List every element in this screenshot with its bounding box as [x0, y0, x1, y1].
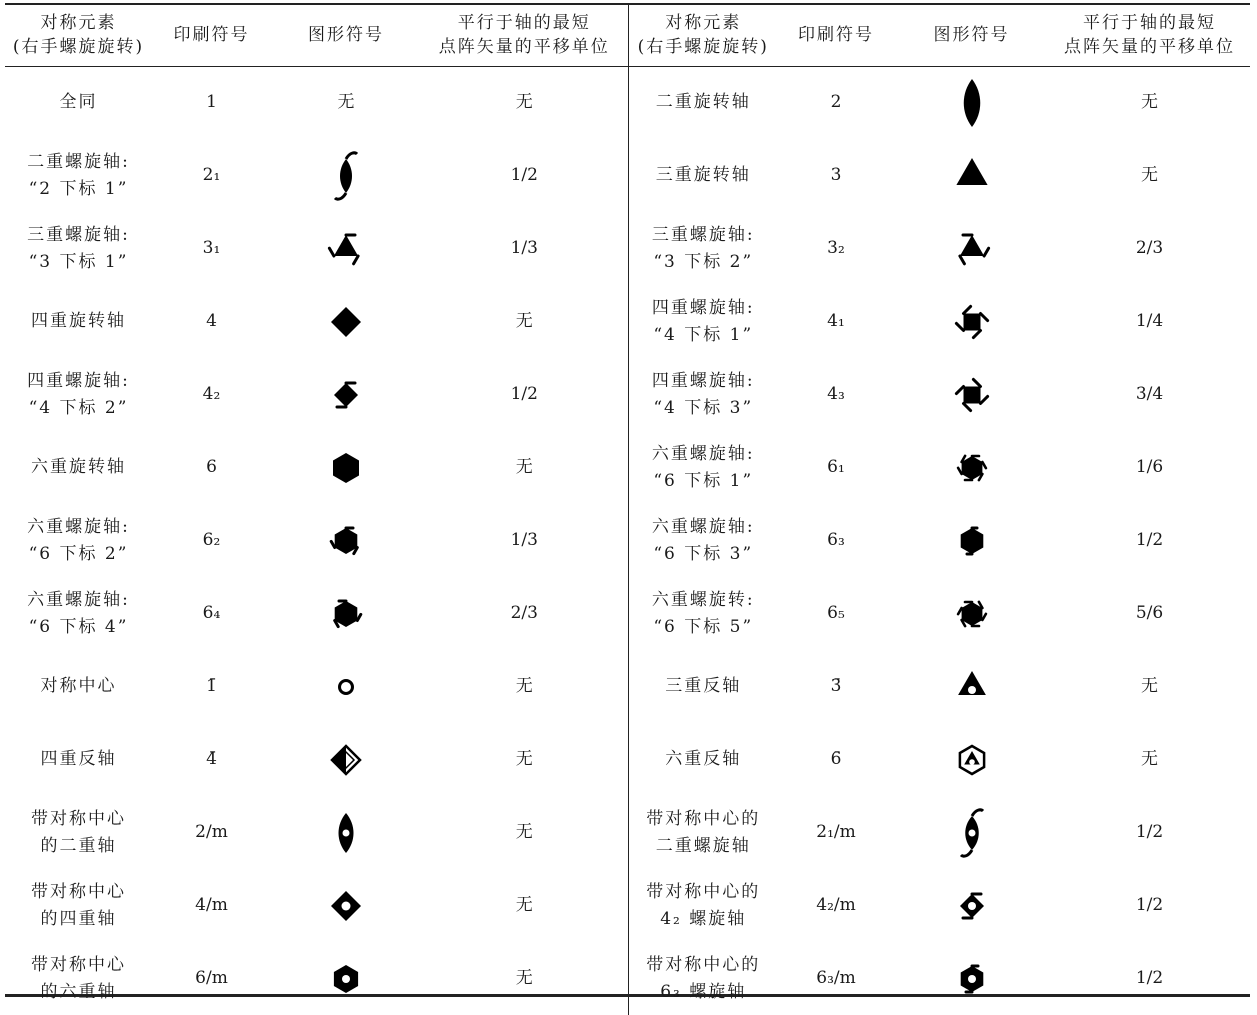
table-row: [5, 66, 1250, 139]
print-symbol-cell: [778, 869, 894, 942]
header-row: [5, 4, 1250, 66]
element-name: 三重螺旋轴:: [651, 224, 755, 245]
graphic-symbol-cell: [271, 285, 421, 358]
element-name-sub: “6 下标 5”: [653, 616, 754, 637]
graphic-symbol-cell: [894, 650, 1049, 723]
translation-value: 无: [1141, 676, 1158, 696]
graphic-symbol-text: 无: [337, 92, 355, 113]
table-row: [5, 358, 1250, 431]
translation-value: 2/3: [1135, 238, 1164, 258]
print-symbol: 4₂: [202, 384, 221, 404]
graphic-symbol-cell: [271, 504, 421, 577]
translation-cell: [421, 212, 628, 285]
element-name-cell: [5, 431, 152, 504]
print-symbol: 6: [206, 457, 217, 477]
screw-6-4-icon: [321, 603, 371, 623]
translation-cell: [421, 942, 628, 1015]
screw-6-3-center-icon: [947, 968, 997, 988]
element-name-cell: [5, 942, 152, 1015]
translation-cell: [421, 577, 628, 650]
element-name: 四重旋转轴: [31, 311, 126, 331]
print-symbol-cell: [778, 577, 894, 650]
element-name-cell: [5, 504, 152, 577]
print-symbol: 4: [206, 311, 217, 331]
table-row: [5, 723, 1250, 796]
screw-4-2-center-icon: [947, 895, 997, 915]
element-name: 带对称中心的: [646, 954, 761, 975]
print-symbol: 2₁: [202, 165, 221, 185]
element-name: 四重螺旋轴:: [27, 370, 130, 391]
rotoinversion-3-icon: [950, 676, 994, 696]
element-name-cell: [5, 139, 152, 212]
element-name: 二重螺旋轴:: [27, 151, 130, 172]
screw-2-1-center-icon: [952, 822, 992, 842]
print-symbol-cell: [152, 869, 271, 942]
print-symbol-cell: [152, 431, 271, 504]
element-name: 带对称中心的: [646, 808, 761, 829]
graphic-symbol-cell: [894, 285, 1049, 358]
header-cell: 图形符号: [271, 4, 421, 66]
graphic-symbol-cell: [271, 577, 421, 650]
print-symbol-cell: [152, 723, 271, 796]
element-name-cell: [5, 212, 152, 285]
print-symbol: 6₅: [827, 603, 845, 623]
translation-value: 1/3: [510, 530, 538, 550]
print-symbol: 3₁: [202, 238, 221, 258]
translation-cell: [421, 504, 628, 577]
print-symbol: 4₁: [827, 311, 845, 331]
element-name-cell: [628, 358, 778, 431]
print-symbol-cell: [778, 650, 894, 723]
print-symbol-cell: [778, 504, 894, 577]
element-name-cell: [628, 285, 778, 358]
translation-cell: [1049, 577, 1250, 650]
triangle-icon: [950, 165, 994, 185]
print-symbol-cell: [778, 139, 894, 212]
hexagon-center-icon: [324, 968, 368, 988]
element-name-sub: 二重螺旋轴: [655, 835, 751, 856]
print-symbol: 4₃: [827, 384, 845, 404]
translation-cell: [1049, 66, 1250, 139]
graphic-symbol-cell: [894, 723, 1049, 796]
element-name: 六重螺旋轴:: [651, 516, 755, 537]
translation-value: 无: [515, 457, 533, 477]
print-symbol: 6₃/m: [816, 968, 856, 988]
element-name-cell: [5, 796, 152, 869]
element-name-cell: [628, 942, 778, 1015]
print-symbol: 6₂: [202, 530, 221, 550]
print-symbol-cell: [778, 66, 894, 139]
graphic-symbol-cell: [894, 358, 1049, 431]
table-row: [5, 285, 1250, 358]
translation-value: 1/4: [1135, 311, 1164, 331]
translation-value: 1/2: [1135, 895, 1164, 915]
graphic-symbol-cell: [894, 869, 1049, 942]
element-name-cell: [5, 650, 152, 723]
graphic-symbol-cell: [271, 66, 421, 139]
print-symbol: 4/m: [195, 895, 228, 915]
translation-value: 无: [515, 92, 533, 113]
translation-value: 无: [515, 749, 533, 769]
graphic-symbol-cell: [271, 358, 421, 431]
table-body: [5, 66, 1250, 1015]
table-row: [5, 139, 1250, 212]
print-symbol: 2/m: [195, 822, 228, 842]
header-cell: 印刷符号: [152, 4, 271, 66]
element-name: 二重旋转轴: [655, 92, 751, 113]
screw-6-1-icon: [947, 457, 997, 477]
table-row: [5, 431, 1250, 504]
element-name: 四重螺旋轴:: [651, 297, 755, 318]
element-name: 六重反轴: [665, 749, 742, 769]
translation-cell: [1049, 358, 1250, 431]
print-symbol-cell: [152, 650, 271, 723]
print-symbol-cell: [778, 285, 894, 358]
screw-2-1-icon: [326, 165, 366, 185]
print-symbol: 2: [830, 92, 842, 113]
print-symbol: 3₂: [827, 238, 845, 258]
hexagon-icon: [324, 457, 368, 477]
element-name: 三重旋转轴: [655, 165, 751, 185]
element-name: 六重螺旋轴:: [27, 589, 130, 610]
element-name-cell: [628, 796, 778, 869]
translation-value: 5/6: [1135, 603, 1164, 623]
translation-cell: [1049, 796, 1250, 869]
translation-cell: [1049, 212, 1250, 285]
translation-value: 1/3: [510, 238, 538, 258]
element-name-sub: “6 下标 2”: [28, 543, 129, 564]
translation-value: 无: [1141, 165, 1158, 185]
element-name: 三重螺旋轴:: [27, 224, 130, 245]
print-symbol: 6/m: [195, 968, 228, 988]
translation-value: 无: [1141, 92, 1158, 113]
element-name-sub: “3 下标 1”: [28, 251, 129, 272]
element-name-sub: 6₃ 螺旋轴: [660, 981, 747, 1002]
element-name-sub: “4 下标 1”: [653, 324, 754, 345]
translation-cell: [1049, 723, 1250, 796]
element-name: 带对称中心: [31, 954, 126, 975]
translation-value: 无: [515, 822, 533, 842]
header-cell: 平行于轴的最短 点阵矢量的平移单位: [421, 4, 628, 66]
graphic-symbol-cell: [894, 66, 1049, 139]
print-symbol: 3: [830, 165, 842, 185]
print-symbol-cell: [152, 504, 271, 577]
graphic-symbol-cell: [271, 796, 421, 869]
print-symbol: 6₁: [827, 457, 845, 477]
element-name-cell: [628, 212, 778, 285]
translation-cell: [421, 723, 628, 796]
graphic-symbol-cell: [271, 139, 421, 212]
translation-cell: [1049, 504, 1250, 577]
graphic-symbol-cell: [894, 431, 1049, 504]
translation-value: 无: [515, 968, 533, 988]
element-name: 六重螺旋轴:: [27, 516, 130, 537]
print-symbol: 1̄: [206, 676, 217, 696]
graphic-symbol-cell: [894, 577, 1049, 650]
translation-cell: [421, 869, 628, 942]
translation-cell: [1049, 869, 1250, 942]
element-name-cell: [628, 504, 778, 577]
print-symbol: 4̄: [206, 749, 217, 769]
element-name: 全同: [59, 92, 98, 113]
table-row: [5, 212, 1250, 285]
print-symbol-cell: [152, 66, 271, 139]
header-cell: 对称元素 (右手螺旋旋转): [628, 4, 778, 66]
print-symbol: 1: [206, 92, 217, 113]
translation-cell: [421, 285, 628, 358]
print-symbol-cell: [152, 942, 271, 1015]
print-symbol-cell: [778, 723, 894, 796]
lens-icon: [952, 92, 992, 112]
translation-value: 1/2: [1135, 968, 1164, 988]
graphic-symbol-cell: [271, 723, 421, 796]
element-name-cell: [628, 431, 778, 504]
print-symbol: 6₃: [827, 530, 845, 550]
translation-cell: [421, 139, 628, 212]
graphic-symbol-cell: [894, 139, 1049, 212]
element-name: 带对称中心的: [646, 881, 761, 902]
screw-6-3-icon: [947, 530, 997, 550]
translation-cell: [421, 796, 628, 869]
graphic-symbol-cell: [271, 431, 421, 504]
translation-value: 无: [515, 895, 533, 915]
print-symbol: 6̄: [830, 749, 842, 769]
rotoinversion-6-icon: [950, 749, 994, 769]
header-cell: 对称元素 (右手螺旋旋转): [5, 4, 152, 66]
print-symbol-cell: [152, 212, 271, 285]
translation-value: 无: [515, 311, 533, 331]
screw-4-1-icon: [947, 311, 997, 331]
translation-cell: [1049, 139, 1250, 212]
print-symbol-cell: [152, 358, 271, 431]
element-name-cell: [5, 869, 152, 942]
screw-6-5-icon: [947, 603, 997, 623]
graphic-symbol-cell: [894, 942, 1049, 1015]
symmetry-elements-table: [5, 4, 1250, 1015]
translation-cell: [421, 431, 628, 504]
graphic-symbol-cell: [894, 796, 1049, 869]
rotoinversion-4-icon: [324, 749, 368, 769]
table-row: [5, 650, 1250, 723]
element-name-cell: [5, 358, 152, 431]
table-row: [5, 869, 1250, 942]
element-name: 对称中心: [40, 676, 117, 696]
print-symbol: 2₁/m: [816, 822, 856, 842]
screw-3-2-icon: [947, 238, 997, 258]
element-name-cell: [5, 285, 152, 358]
print-symbol-cell: [778, 212, 894, 285]
print-symbol-cell: [778, 358, 894, 431]
translation-cell: [1049, 942, 1250, 1015]
graphic-symbol-cell: [271, 869, 421, 942]
translation-cell: [421, 66, 628, 139]
element-name: 四重反轴: [40, 749, 117, 769]
print-symbol-cell: [778, 942, 894, 1015]
square-icon: [324, 311, 368, 331]
element-name-sub: “4 下标 3”: [653, 397, 754, 418]
element-name-cell: [628, 139, 778, 212]
translation-cell: [1049, 650, 1250, 723]
element-name-cell: [628, 577, 778, 650]
table-row: [5, 504, 1250, 577]
screw-4-3-icon: [947, 384, 997, 404]
element-name: 三重反轴: [665, 676, 742, 696]
graphic-symbol-cell: [894, 212, 1049, 285]
element-name: 带对称中心: [31, 881, 126, 902]
header-cell: 图形符号: [894, 4, 1049, 66]
table-row: [5, 577, 1250, 650]
translation-value: 1/2: [510, 165, 538, 185]
translation-value: 1/2: [1135, 530, 1164, 550]
element-name-sub: 的二重轴: [40, 835, 117, 856]
inversion-center-icon: [326, 676, 366, 696]
print-symbol-cell: [152, 285, 271, 358]
element-name-cell: [5, 577, 152, 650]
element-name-cell: [5, 66, 152, 139]
header-cell: 印刷符号: [778, 4, 894, 66]
element-name-sub: “4 下标 2”: [28, 397, 129, 418]
header-cell: 平行于轴的最短 点阵矢量的平移单位: [1049, 4, 1250, 66]
element-name-sub: “3 下标 2”: [653, 251, 754, 272]
element-name-cell: [5, 723, 152, 796]
element-name-cell: [628, 650, 778, 723]
element-name-sub: 的四重轴: [40, 908, 117, 929]
element-name-sub: 的六重轴: [40, 981, 117, 1002]
lens-center-icon: [326, 822, 366, 842]
translation-value: 1/6: [1135, 457, 1164, 477]
translation-value: 无: [515, 676, 533, 696]
element-name-cell: [628, 869, 778, 942]
translation-value: 1/2: [1135, 822, 1164, 842]
graphic-symbol-cell: [271, 212, 421, 285]
element-name: 带对称中心: [31, 808, 126, 829]
screw-6-2-icon: [321, 530, 371, 550]
translation-cell: [421, 358, 628, 431]
print-symbol-cell: [778, 431, 894, 504]
screw-3-1-icon: [321, 238, 371, 258]
print-symbol-cell: [778, 796, 894, 869]
translation-cell: [1049, 431, 1250, 504]
translation-cell: [421, 650, 628, 723]
table-row: [5, 796, 1250, 869]
screw-4-2-icon: [321, 384, 371, 404]
element-name-sub: “2 下标 1”: [28, 178, 129, 199]
element-name: 六重螺旋转:: [651, 589, 755, 610]
square-center-icon: [324, 895, 368, 915]
element-name: 四重螺旋轴:: [651, 370, 755, 391]
translation-value: 2/3: [510, 603, 538, 623]
translation-value: 无: [1141, 749, 1158, 769]
graphic-symbol-cell: [271, 942, 421, 1015]
print-symbol: 6₄: [202, 603, 221, 623]
print-symbol-cell: [152, 796, 271, 869]
element-name-sub: “6 下标 3”: [653, 543, 754, 564]
element-name-sub: “6 下标 1”: [653, 470, 754, 491]
translation-value: 1/2: [510, 384, 538, 404]
print-symbol-cell: [152, 577, 271, 650]
print-symbol: 3̄: [830, 676, 842, 696]
element-name: 六重旋转轴: [31, 457, 126, 477]
graphic-symbol-cell: [271, 650, 421, 723]
element-name-sub: 4₂ 螺旋轴: [660, 908, 747, 929]
table-row: [5, 942, 1250, 1015]
print-symbol: 4₂/m: [816, 895, 856, 915]
element-name: 六重螺旋轴:: [651, 443, 755, 464]
print-symbol-cell: [152, 139, 271, 212]
graphic-symbol-cell: [894, 504, 1049, 577]
translation-cell: [1049, 285, 1250, 358]
translation-value: 3/4: [1135, 384, 1164, 404]
element-name-cell: [628, 66, 778, 139]
element-name-cell: [628, 723, 778, 796]
element-name-sub: “6 下标 4”: [28, 616, 129, 637]
